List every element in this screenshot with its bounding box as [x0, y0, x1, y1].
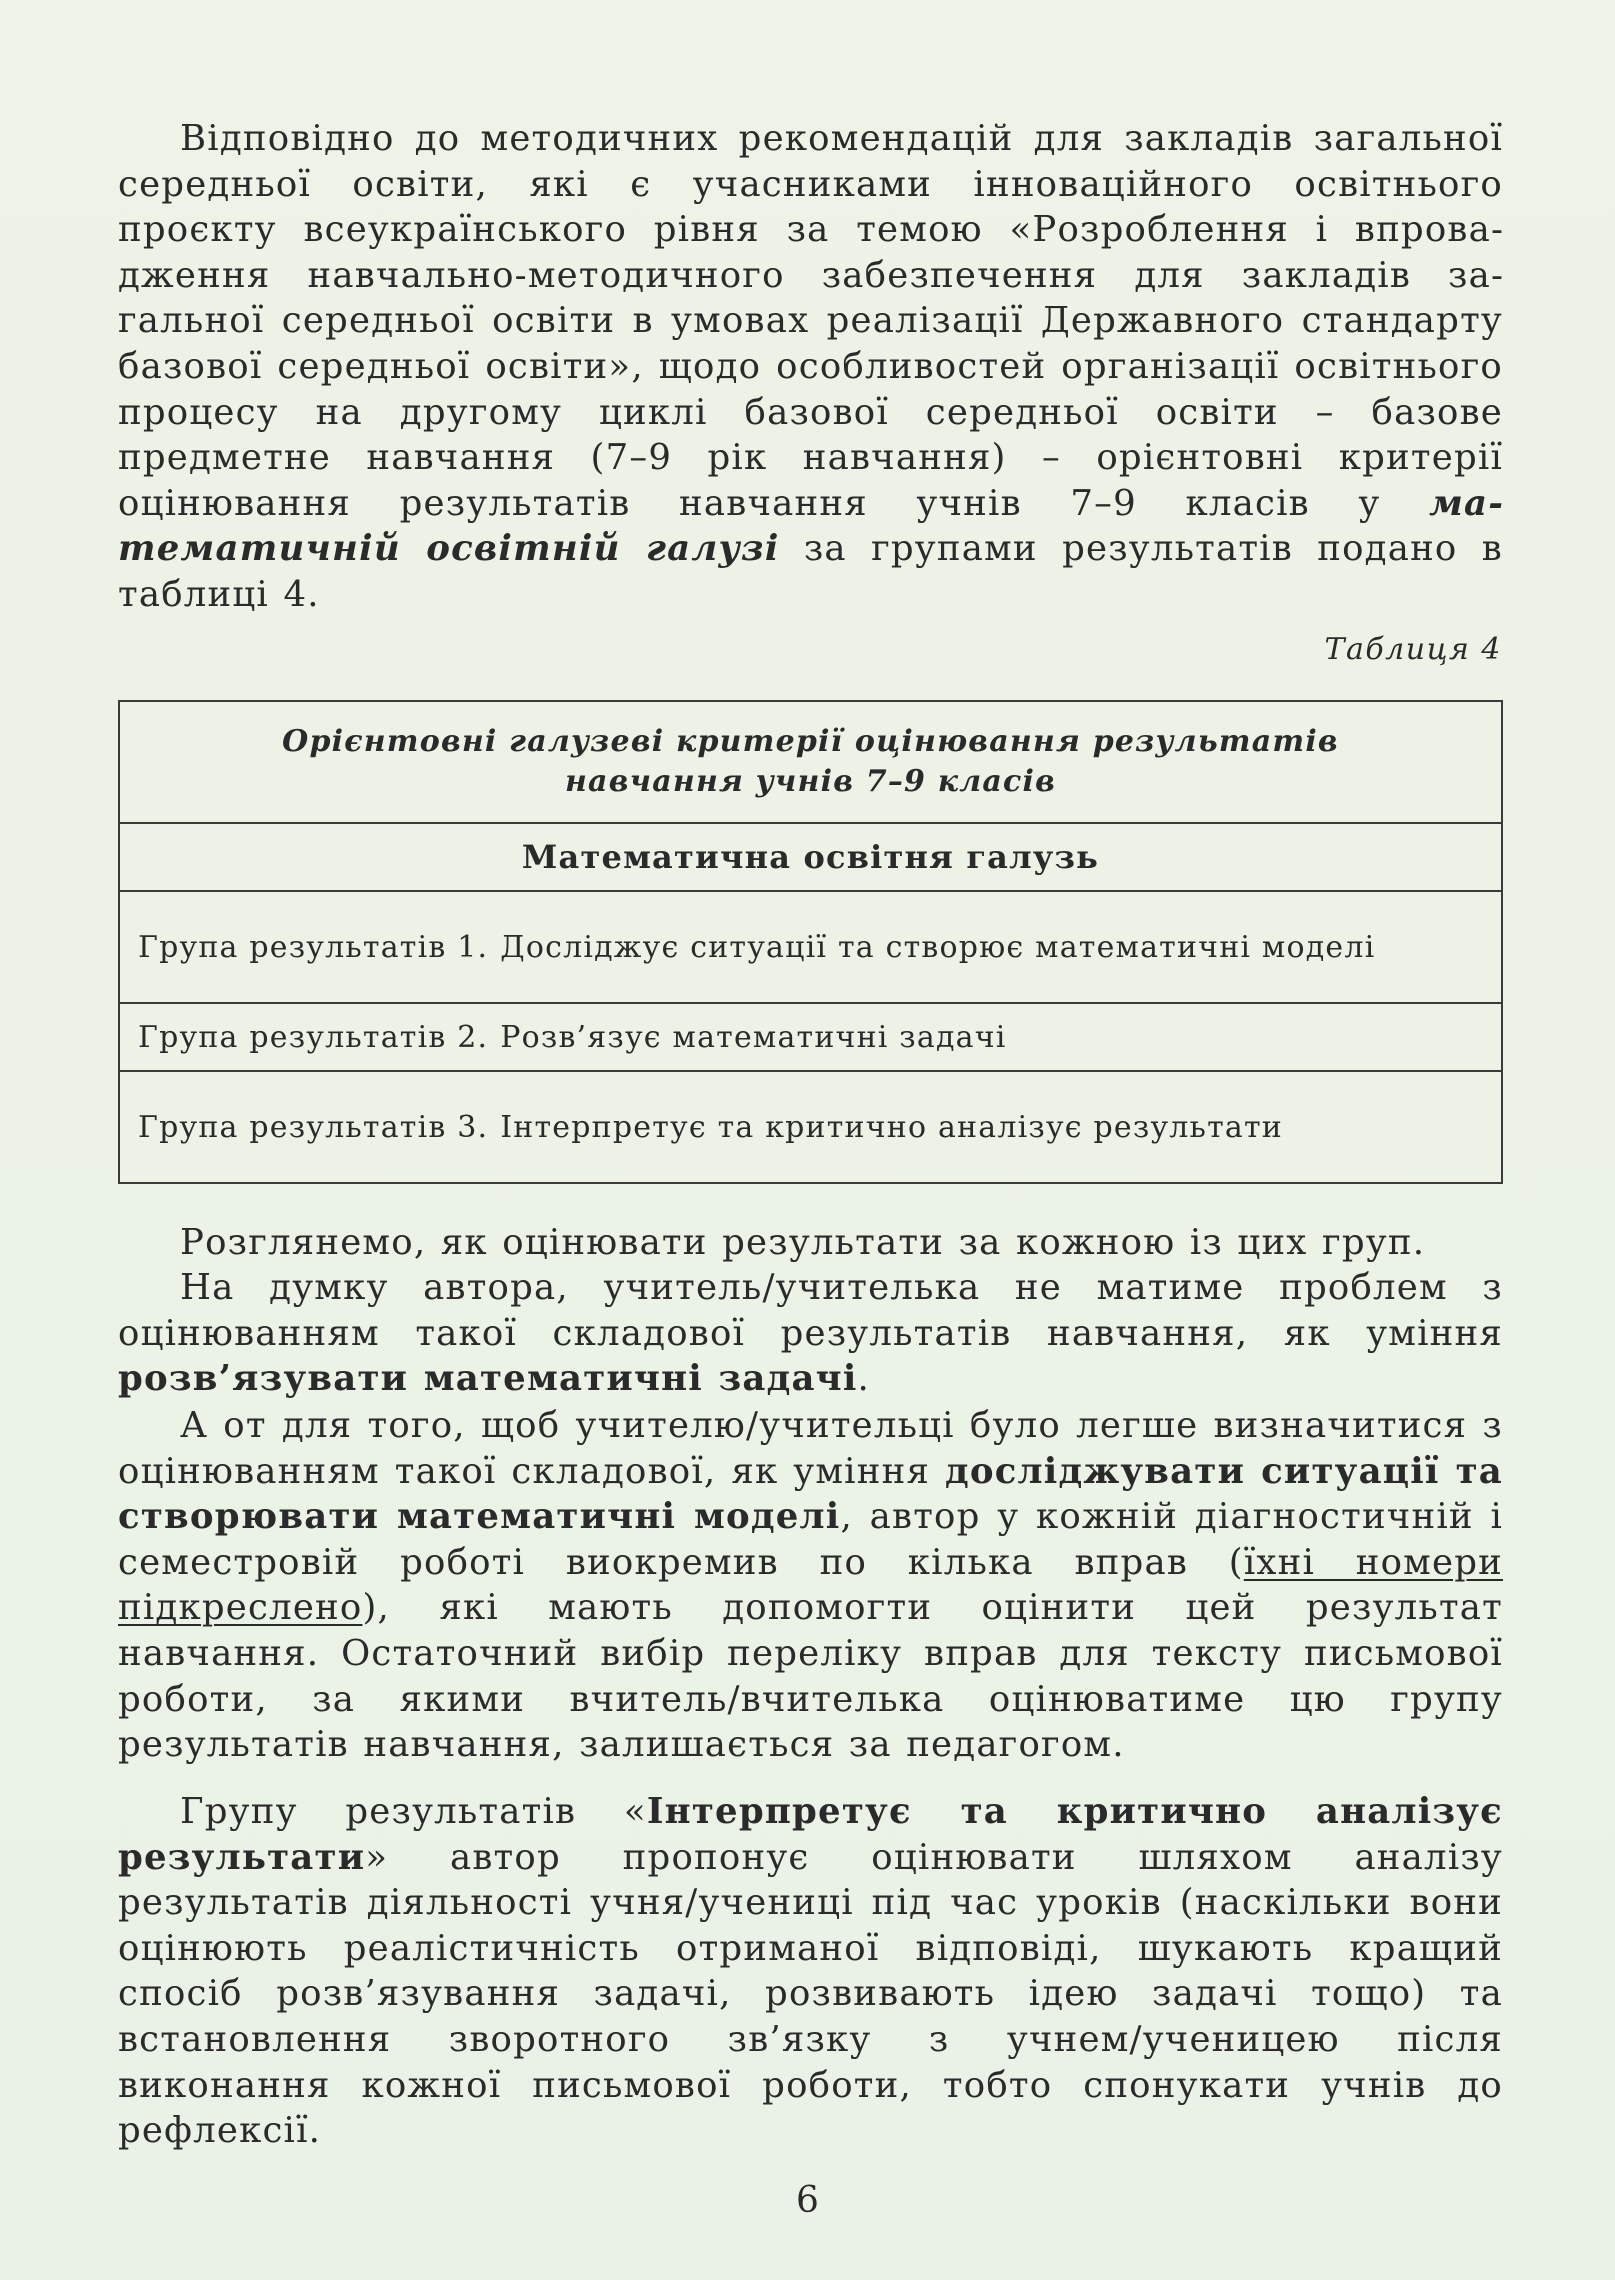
intro-emphasis: математичній освітній галузі [118, 482, 1503, 570]
paragraph-opinion [118, 1265, 1503, 1402]
research-text-2: , автор у кожній діагностичній і семестровій роботі виокремив по кілька вправ ( [118, 1496, 1504, 1583]
group-label: Група результатів 1. [138, 930, 489, 965]
table-title-line-1: Орієнтовні галузеві критерії оцінювання результатів [282, 724, 1339, 759]
opinion-bold: розв’язувати математичні задачі [118, 1358, 858, 1400]
interpret-bold: Інтерпретує та критично аналізує результати [118, 1791, 1503, 1878]
research-text-3: ), які мають допомогти оцінити цей результат навчання. Остаточний вибір переліку вправ для тексту письмової роботи, за якими вчитель/вчителька оцінюватиме цю групу результатів навчання, залишається за педагогом. [118, 1587, 1503, 1766]
criteria-table [118, 700, 1503, 1184]
group-description: Інтерпретує та критично аналізує результати [500, 1110, 1283, 1145]
table-row [119, 1071, 1502, 1183]
intro-paragraph [118, 116, 1503, 618]
group-label: Група результатів 2. [138, 1020, 489, 1055]
table-caption: Таблиця 4 [1324, 632, 1502, 667]
paragraph-research [118, 1403, 1503, 1768]
interpret-text-start: Групу результатів « [180, 1791, 647, 1832]
table-subtitle: Математична освітня галузь [119, 823, 1502, 891]
paragraph-consider [118, 1220, 1503, 1266]
group-label: Група результатів 3. [138, 1110, 489, 1145]
research-bold: досліджувати ситуації та створювати математичні моделі [118, 1450, 1503, 1538]
research-underlined: їхні номери підкреслено [118, 1541, 1503, 1629]
group-description: Досліджує ситуації та створює математичні моделі [500, 930, 1376, 965]
table-title-line-2: навчання учнів 7–9 класів [564, 764, 1056, 799]
research-text-1: А от для того, щоб учителю/учительці було легше визначитися з оцінюванням такої складової, як уміння [118, 1405, 1503, 1492]
intro-text-end: за групами результатів подано в таблиці 4. [118, 528, 1503, 615]
table-row [119, 1003, 1502, 1071]
group-description: Розв’язує математичні задачі [500, 1020, 1007, 1055]
opinion-text-start: На думку автора, учитель/учителька не матиме проблем з оцінюванням такої складової результатів навчання, як уміння [118, 1267, 1503, 1354]
table-row [119, 891, 1502, 1003]
intro-text-start: Відповідно до методичних рекомендацій для закладів загальної середньої освіти, які є учасниками інноваційного освітнього проєкту всеукраїнського рівня за темою «Розроблення і впровадження навчально-методичного забезпечення для закладів загальної середньої освіти в умовах реалізації Державного стандарту базової середньої освіти», щодо особливостей організації освітнього процесу на другому циклі базової середньої освіти – базове предметне навчання (7–9 рік навчання) – орієнтовні критерії оцінювання результатів навчання учнів 7–9 класів у [118, 118, 1503, 524]
page-number: 6 [796, 2180, 819, 2221]
paragraph-consider-text: Розглянемо, як оцінювати результати за кожною із цих груп. [180, 1222, 1426, 1263]
paragraph-interpret [118, 1789, 1503, 2154]
interpret-text-end: » автор пропонує оцінювати шляхом аналізу результатів діяльності учня/учениці під час уроків (наскільки вони оцінюють реалістичність отриманої відповіді, шукають кращий спосіб розв’язування задачі, розвивають ідею задачі тощо) та встановлення зворотного зв’язку з учнем/ученицею після виконання кожної письмової роботи, тобто спонукати учнів до рефлексії. [118, 1836, 1503, 2152]
opinion-text-end: . [857, 1358, 871, 1400]
table-title [119, 701, 1502, 823]
